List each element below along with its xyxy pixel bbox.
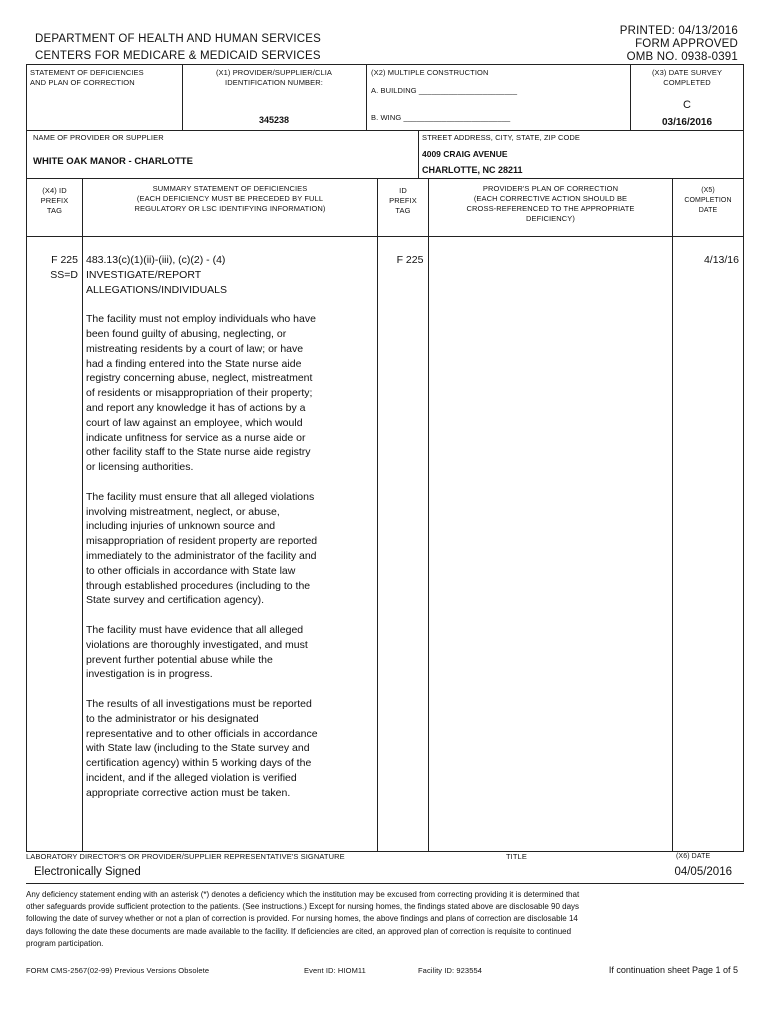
paragraph-line: The facility must have evidence that all alleged [86,623,304,636]
x5-column-header: (X5) COMPLETION DATE [684,187,732,214]
page-number: If continuation sheet Page 1 of 5 [608,965,738,975]
deficiency-paragraph [86,312,374,475]
provider-id-number: 345238 [258,115,290,125]
agency-name: CENTERS FOR MEDICARE & MEDICAID SERVICES [35,50,321,62]
disclaimer-line: days following the date these documents are made available to the facility. If deficiencies are cited, an approved plan of correction is requisite to continued [26,926,572,936]
deficiency-title-2: ALLEGATIONS/INDIVIDUALS [86,283,228,296]
paragraph-line: representative and to other officials in accordance [86,727,318,740]
deficiency-paragraph [86,490,374,608]
disclaimer [26,889,744,950]
building-field: A. BUILDING _______________________ [371,86,518,95]
paragraph-line: State survey and certification agency). [86,594,265,607]
id-prefix-tag: F 225 [396,254,424,266]
scope-severity: SS=D [50,269,78,281]
x3-label: (X3) DATE SURVEY COMPLETED [651,68,723,87]
paragraph-line: investigation is in progress. [86,668,213,681]
paragraph-line: The results of all investigations must be reported [86,697,312,710]
paragraph-line: mistreating residents by a court of law; or have [86,342,304,355]
paragraph-line: to the administrator or his designated [86,712,259,725]
deficiency-title-1: INVESTIGATE/REPORT [86,268,202,281]
paragraph-line: indicate unfitness for service as a nurse aide or [86,431,306,444]
x4-column-header: (X4) ID PREFIX TAG [40,186,69,215]
deficiency-paragraph [86,697,374,801]
paragraph-line: other facility staff to the State nurse aide registry [86,446,311,459]
facility-id: Facility ID: 923554 [418,966,483,975]
title-label: TITLE [506,852,527,861]
id-column-header: ID PREFIX TAG [389,186,417,215]
form-number: FORM CMS-2567(02-99) Previous Versions Obsolete [26,966,210,975]
paragraph-line: to other officials in accordance with State law [86,564,296,577]
provider-name-label: NAME OF PROVIDER OR SUPPLIER [33,133,164,142]
plan-column-header: PROVIDER'S PLAN OF CORRECTION (EACH CORRECTIVE ACTION SHOULD BE CROSS-REFERENCED TO THE APPROPRIATE DEFICIENCY) [466,184,635,223]
date-label: (X6) DATE [676,853,711,860]
paragraph-line: prevent further potential abuse while the [86,653,273,666]
address-street: 4009 CRAIG AVENUE [422,149,508,159]
form-approved: FORM APPROVED [635,38,738,50]
paragraph-line: court of law against an employee, which would [86,416,303,429]
paragraph-line: incident, and if the alleged violation is verified [86,771,297,784]
signature-value: Electronically Signed [34,866,141,878]
completion-date: 4/13/16 [703,254,739,266]
paragraph-line: been found guilty of abusing, neglecting, or [86,327,287,340]
summary-column-header: SUMMARY STATEMENT OF DEFICIENCIES (EACH DEFICIENCY MUST BE PRECEDED BY FULL REGULATORY OR LSC IDENTIFYING INFORMATION) [134,184,326,213]
paragraph-line: The facility must ensure that all alleged violations [86,490,315,503]
paragraph-line: or licensing authorities. [86,461,194,474]
deficiency-paragraph [86,623,374,682]
printed-date: PRINTED: 04/13/2016 [619,25,738,37]
disclaimer-line: Any deficiency statement ending with an asterisk (*) denotes a deficiency which the institution may be excused from correcting providing it is determined that [26,890,580,899]
paragraph-line: The facility must not employ individuals who have [86,313,316,326]
paragraph-line: involving mistreatment, neglect, or abuse, [86,505,280,518]
paragraph-line: violations are thoroughly investigated, and must [86,638,308,651]
x2-label: (X2) MULTIPLE CONSTRUCTION [371,68,489,77]
paragraph-line: of residents or misappropriation of their property; [86,387,313,400]
paragraph-line: misappropriation of resident property are reported [86,535,318,548]
paragraph-line: through established procedures (including to the [86,579,311,592]
omb-number: OMB NO. 0938-0391 [626,51,738,63]
disclaimer-line: following the date of survey whether or not a plan of correction is provided. For nursing homes, the above findings and plans of correction are disclosable 14 [26,914,578,924]
provider-name: WHITE OAK MANOR - CHARLOTTE [33,156,193,167]
address-city: CHARLOTTE, NC 28211 [422,165,523,175]
paragraph-line: immediately to the administrator of the facility and [86,549,317,562]
paragraph-line: certification agency) within 5 working days of the [86,757,312,770]
deficiency-summary [86,253,374,815]
paragraph-line: including injuries of unknown source and [86,520,276,533]
address-label: STREET ADDRESS, CITY, STATE, ZIP CODE [422,133,581,142]
paragraph-line: registry concerning abuse, neglect, mistreatment [86,372,313,385]
survey-completed-date: 03/16/2016 [661,117,713,128]
prefix-tag: F 225 [51,254,78,266]
signature-label: LABORATORY DIRECTOR'S OR PROVIDER/SUPPLIER REPRESENTATIVE'S SIGNATURE [26,852,345,861]
department-name: DEPARTMENT OF HEALTH AND HUMAN SERVICES [35,33,321,45]
paragraph-line: with State law (including to the State survey and [86,742,310,755]
x1-label: (X1) PROVIDER/SUPPLIER/CLIA IDENTIFICATION NUMBER: [215,68,333,87]
paragraph-line: had a finding entered into the State nurse aide [86,357,302,370]
signature-date: 04/05/2016 [674,866,732,878]
disclaimer-line: program participation. [26,938,104,948]
event-id: Event ID: HIOM11 [304,966,366,975]
wing-field: B. WING _________________________ [371,113,511,122]
regulation-citation: 483.13(c)(1)(ii)-(iii), (c)(2) - (4) [86,254,226,266]
paragraph-line: and report any knowledge it has of actions by a [86,401,306,414]
statement-label: STATEMENT OF DEFICIENCIES AND PLAN OF CORRECTION [30,68,144,87]
survey-code: C [683,99,691,111]
disclaimer-line: other safeguards provide sufficient protection to the patients. (See instructions.) Except for nursing homes, the findings stated above are disclosable 90 days [26,902,580,912]
paragraph-line: appropriate corrective action must be taken. [86,786,291,799]
